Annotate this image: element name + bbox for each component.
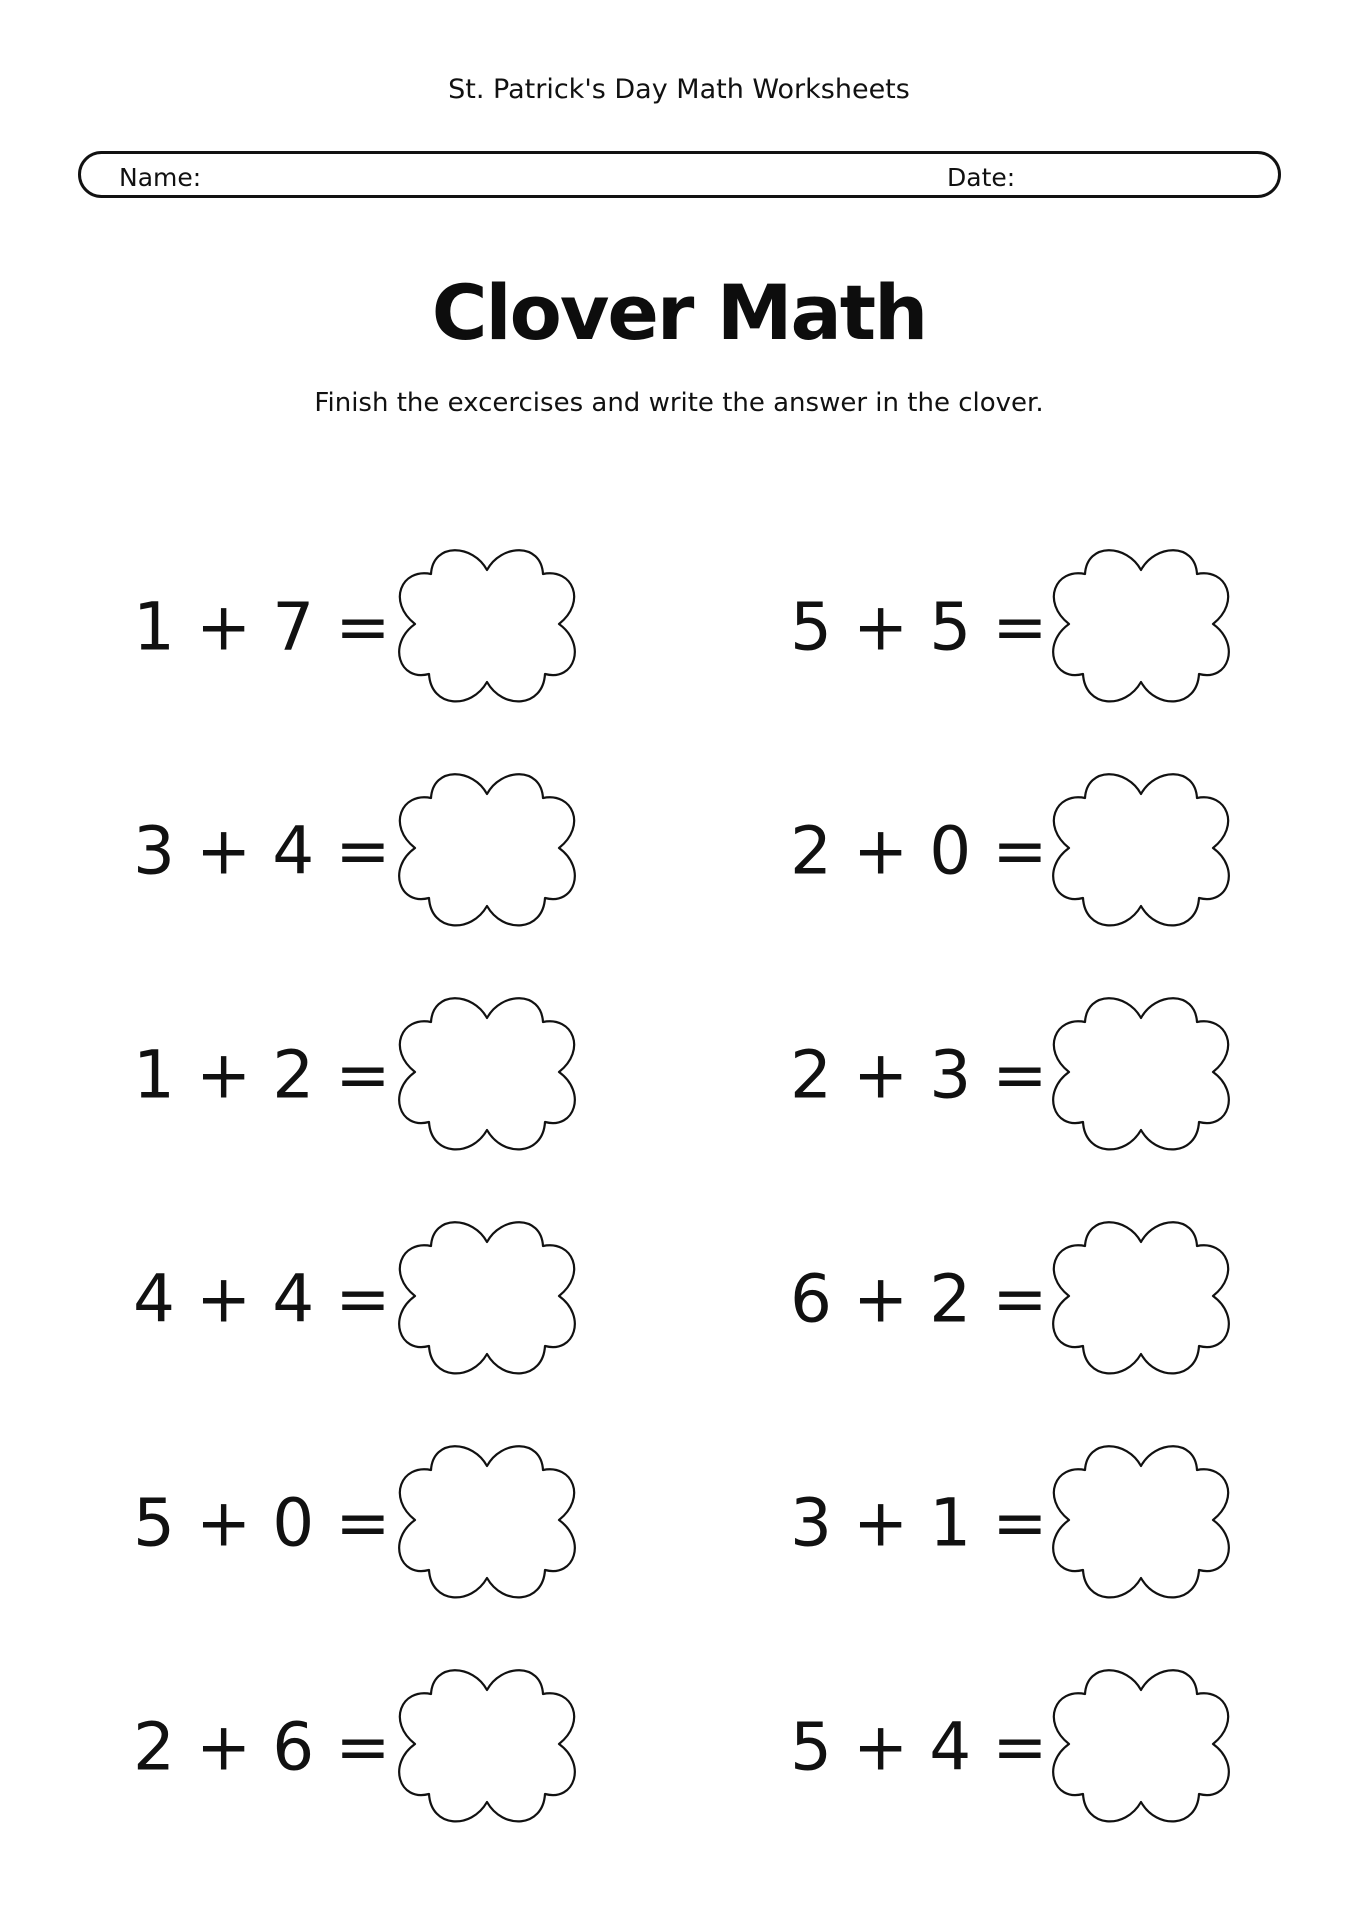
clover-answer-box[interactable] xyxy=(391,532,583,722)
clover-icon xyxy=(391,980,583,1170)
exercise-row xyxy=(790,980,1358,1170)
clover-icon xyxy=(1045,1652,1237,1842)
exercise-row xyxy=(133,1428,733,1618)
exercise-row xyxy=(790,532,1358,722)
equation-text: 2 + 6 = xyxy=(133,1708,391,1786)
clover-icon xyxy=(1045,532,1237,722)
exercise-row xyxy=(133,980,733,1170)
equation-text: 3 + 4 = xyxy=(133,812,391,890)
clover-answer-box[interactable] xyxy=(1045,1204,1237,1394)
equation-text: 5 + 5 = xyxy=(790,588,1048,666)
equation-text: 5 + 4 = xyxy=(790,1708,1048,1786)
clover-answer-box[interactable] xyxy=(391,1204,583,1394)
equation-text: 2 + 0 = xyxy=(790,812,1048,890)
date-label: Date: xyxy=(947,163,1016,192)
name-date-field[interactable] xyxy=(78,151,1281,198)
clover-answer-box[interactable] xyxy=(391,1428,583,1618)
clover-icon xyxy=(1045,756,1237,946)
page-title: Clover Math xyxy=(431,268,927,357)
exercise-row xyxy=(790,756,1358,946)
clover-icon xyxy=(391,532,583,722)
equation-text: 3 + 1 = xyxy=(790,1484,1048,1562)
equation-text: 1 + 7 = xyxy=(133,588,391,666)
clover-answer-box[interactable] xyxy=(1045,756,1237,946)
exercise-row xyxy=(133,1652,733,1842)
clover-icon xyxy=(1045,1428,1237,1618)
clover-answer-box[interactable] xyxy=(1045,1428,1237,1618)
clover-icon xyxy=(391,1428,583,1618)
clover-answer-box[interactable] xyxy=(391,1652,583,1842)
exercise-row xyxy=(133,1204,733,1394)
equation-text: 2 + 3 = xyxy=(790,1036,1048,1114)
clover-answer-box[interactable] xyxy=(1045,980,1237,1170)
equation-text: 1 + 2 = xyxy=(133,1036,391,1114)
clover-icon xyxy=(1045,1204,1237,1394)
exercise-row xyxy=(790,1204,1358,1394)
clover-icon xyxy=(1045,980,1237,1170)
clover-icon xyxy=(391,1652,583,1842)
clover-icon xyxy=(391,1204,583,1394)
equation-text: 4 + 4 = xyxy=(133,1260,391,1338)
clover-answer-box[interactable] xyxy=(1045,1652,1237,1842)
exercise-row xyxy=(133,532,733,722)
exercise-row xyxy=(133,756,733,946)
exercise-row xyxy=(790,1428,1358,1618)
equation-text: 6 + 2 = xyxy=(790,1260,1048,1338)
clover-answer-box[interactable] xyxy=(391,756,583,946)
name-label: Name: xyxy=(119,163,202,192)
worksheet-series-title: St. Patrick's Day Math Worksheets xyxy=(448,74,910,105)
clover-answer-box[interactable] xyxy=(1045,532,1237,722)
clover-icon xyxy=(391,756,583,946)
clover-answer-box[interactable] xyxy=(391,980,583,1170)
exercise-row xyxy=(790,1652,1358,1842)
instructions-text: Finish the excercises and write the answer in the clover. xyxy=(314,388,1044,418)
equation-text: 5 + 0 = xyxy=(133,1484,391,1562)
